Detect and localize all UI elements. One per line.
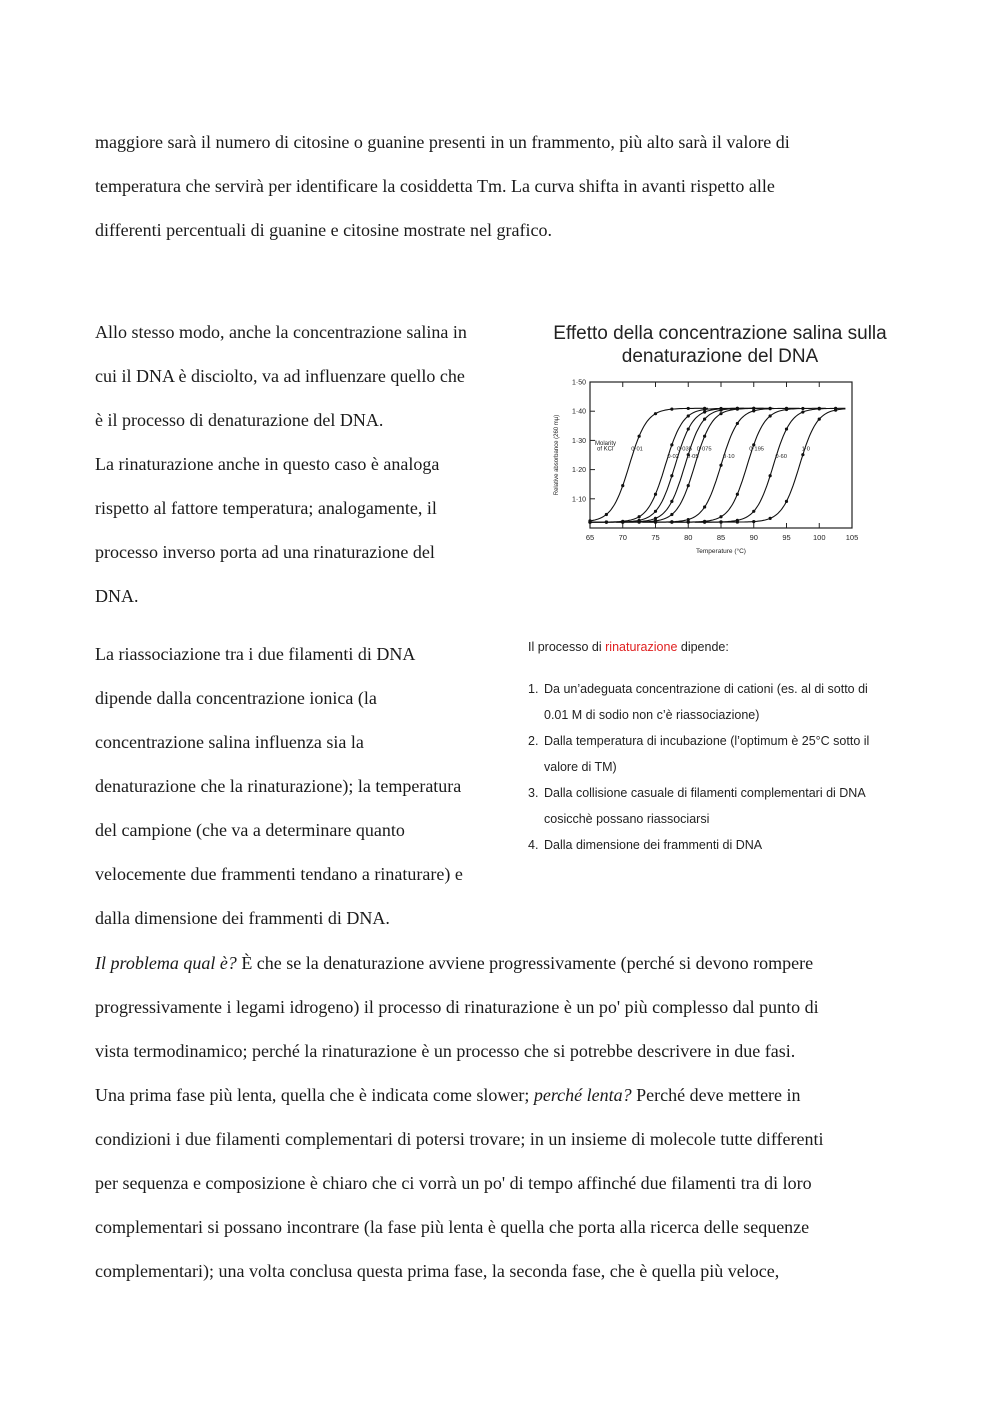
data-point <box>621 521 624 524</box>
data-point <box>703 521 706 524</box>
text-line <box>95 952 813 974</box>
series-line <box>590 408 773 522</box>
data-point <box>801 410 804 413</box>
text-line: Allo stesso modo, anche la concentrazione salina in <box>95 322 467 342</box>
y-axis-label: Relative absorbance (260 mμ) <box>554 414 560 496</box>
data-point <box>736 422 739 425</box>
data-point <box>687 521 690 524</box>
data-point <box>801 407 804 410</box>
data-point <box>719 515 722 518</box>
x-tick-label: 105 <box>845 533 859 542</box>
italic-question: Il problema qual è? <box>95 953 237 973</box>
series-line <box>695 409 846 522</box>
text-span: È che se la denaturazione avviene progressivamente (perché si devono rompere <box>236 953 814 973</box>
text-line: dipende dalla concentrazione ionica (la <box>95 688 377 708</box>
data-point <box>769 414 772 417</box>
x-tick-label: 95 <box>782 533 791 542</box>
y-tick-label: 1·30 <box>571 437 586 445</box>
data-point <box>670 513 673 516</box>
data-point <box>719 464 722 467</box>
series-label: 0·035 <box>677 446 692 453</box>
y-tick-label: 1·20 <box>571 467 586 475</box>
data-point <box>687 407 690 410</box>
heading-highlight: rinaturazione <box>605 640 678 654</box>
text-line: processo inverso porta ad una rinaturazione del <box>95 542 435 562</box>
data-point <box>638 515 641 518</box>
data-point <box>752 520 755 523</box>
text-line: condizioni i due filamenti complementari di potersi trovare; in un insieme di molecole tutte differenti <box>95 1129 824 1149</box>
data-point <box>769 407 772 410</box>
figure-title: denaturazione del DNA <box>621 346 819 367</box>
data-point <box>670 474 673 477</box>
text-line: maggiore sarà il numero di citosine o guanine presenti in un frammento, più alto sarà il valore di <box>95 132 790 152</box>
plot-frame <box>590 382 852 528</box>
data-point <box>638 521 641 524</box>
data-point <box>736 408 739 411</box>
x-axis-label: Temperature (°C) <box>696 548 746 555</box>
text-line: progressivamente i legami idrogeno) il processo di rinaturazione è un po' più complesso dal punto di <box>95 997 819 1017</box>
list-item: 1. Da un’adeguata concentrazione di cationi (es. al di sotto di <box>528 682 868 696</box>
y-tick-label: 1·10 <box>571 496 586 504</box>
list-item: 4. Dalla dimensione dei frammenti di DNA <box>528 838 763 852</box>
data-point <box>818 407 821 410</box>
data-point <box>736 493 739 496</box>
text-line: concentrazione salina influenza sia la <box>95 732 364 752</box>
list-item-continuation: valore di TM) <box>544 760 617 774</box>
text-line: dalla dimensione dei frammenti di DNA. <box>95 908 390 928</box>
data-point <box>670 408 673 411</box>
data-point <box>818 418 821 421</box>
text-line: velocemente due frammenti tendano a rinaturare) e <box>95 864 463 884</box>
data-point <box>670 500 673 503</box>
series-label: 1·0 <box>801 446 810 453</box>
series-label: 0·195 <box>749 446 765 453</box>
heading-text: Il processo di <box>528 640 606 654</box>
list-item: 3. Dalla collisione casuale di filamenti complementari di DNA <box>528 786 866 800</box>
list-item-continuation: cosicchè possano riassociarsi <box>544 812 710 826</box>
data-point <box>638 435 641 438</box>
legend-label: Molarity <box>595 440 617 447</box>
data-point <box>769 517 772 520</box>
data-point <box>703 505 706 508</box>
y-tick-label: 1·40 <box>571 408 586 416</box>
data-point <box>801 453 804 456</box>
y-tick-label: 1·50 <box>571 379 586 387</box>
text-line: rispetto al fattore temperatura; analogamente, il <box>95 498 437 518</box>
data-point <box>769 474 772 477</box>
data-point <box>703 410 706 413</box>
text-line: differenti percentuali di guanine e citosine mostrate nel grafico. <box>95 220 552 240</box>
x-tick-label: 65 <box>585 533 595 542</box>
x-tick-label: 90 <box>749 533 758 542</box>
data-point <box>785 500 788 503</box>
data-point <box>621 484 624 487</box>
heading-text: dipende: <box>677 640 729 654</box>
data-point <box>719 412 722 415</box>
list-item-continuation: 0.01 M di sodio non c’è riassociazione) <box>544 708 760 722</box>
series-label: 0·075 <box>696 446 712 453</box>
figure-title: Effetto della concentrazione salina sulla <box>553 323 887 344</box>
data-point <box>752 510 755 513</box>
text-span: Perché deve mettere in <box>631 1085 801 1105</box>
text-line: del campione (che va a determinare quanto <box>95 820 405 840</box>
figure-heading <box>528 640 729 654</box>
data-point <box>654 510 657 513</box>
data-point <box>834 408 837 411</box>
text-line: cui il DNA è disciolto, va ad influenzare quello che <box>95 366 465 386</box>
x-tick-label: 100 <box>812 533 826 542</box>
data-point <box>785 427 788 430</box>
legend-label: of KCl <box>597 446 614 453</box>
data-point <box>752 409 755 412</box>
text-line: DNA. <box>95 586 139 606</box>
x-tick-label: 80 <box>684 533 693 542</box>
text-line: per sequenza e composizione è chiaro che ci vorrà un po' di tempo affinché due filamenti tra di loro <box>95 1173 812 1193</box>
text-line: complementari); una volta conclusa questa prima fase, la seconda fase, che è quella più veloce, <box>95 1261 780 1281</box>
text-line: La rinaturazione anche in questo caso è analoga <box>95 454 440 474</box>
data-point <box>654 493 657 496</box>
series-line <box>590 408 764 522</box>
data-point <box>719 521 722 524</box>
text-line: La riassociazione tra i due filamenti di DNA <box>95 644 416 664</box>
data-point <box>670 521 673 524</box>
data-point <box>703 435 706 438</box>
text-line: è il processo di denaturazione del DNA. <box>95 410 384 430</box>
x-tick-label: 85 <box>716 533 726 542</box>
data-point <box>736 520 739 523</box>
series-label: 0·01 <box>631 446 643 453</box>
data-point <box>670 443 673 446</box>
italic-question: perché lenta? <box>533 1085 632 1105</box>
data-point <box>687 414 690 417</box>
series-label: 0·05 <box>686 453 699 460</box>
data-point <box>703 418 706 421</box>
series-label: 0·10 <box>723 453 735 460</box>
data-point <box>605 521 608 524</box>
data-point <box>719 408 722 411</box>
text-span: Una prima fase più lenta, quella che è indicata come slower; <box>95 1085 534 1105</box>
series-label: 0·02 <box>667 453 679 460</box>
x-tick-label: 70 <box>618 533 627 542</box>
text-line <box>95 1084 801 1106</box>
melting-curve-chart <box>540 372 870 562</box>
text-line: denaturazione che la rinaturazione); la temperatura <box>95 776 462 796</box>
text-line: vista termodinamico; perché la rinaturazione è un processo che si potrebbe descrivere in due fasi. <box>95 1041 796 1061</box>
text-line: complementari si possano incontrare (la fase più lenta è quella che porta alla ricerca delle sequenze <box>95 1217 810 1237</box>
data-point <box>605 513 608 516</box>
data-point <box>588 521 591 524</box>
series-line <box>616 408 799 522</box>
list-item: 2. Dalla temperatura di incubazione (l’optimum è 25°C sotto il <box>528 734 870 748</box>
data-point <box>687 484 690 487</box>
data-point <box>654 521 657 524</box>
data-point <box>785 408 788 411</box>
text-line: temperatura che servirà per identificare la cosiddetta Tm. La curva shifta in avanti rispetto alle <box>95 176 775 196</box>
x-tick-label: 75 <box>651 533 660 542</box>
series-label: 0·60 <box>775 453 788 460</box>
data-point <box>654 412 657 415</box>
data-point <box>687 427 690 430</box>
